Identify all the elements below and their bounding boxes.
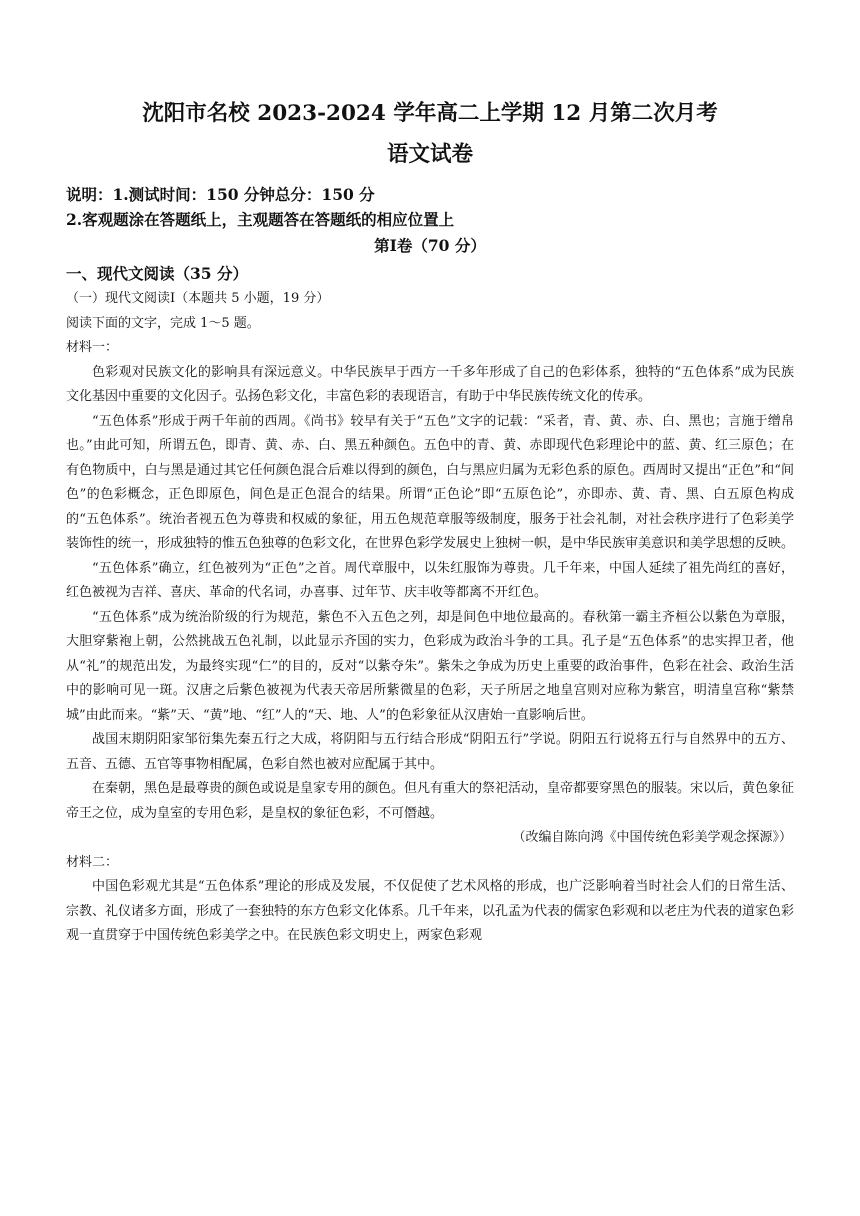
material-one-source: （改编自陈向鸿《中国传统色彩美学观念探源》） xyxy=(512,830,792,845)
material-one-paragraph: “五色体系”成为统治阶级的行为规范，紫色不入五色之列，却是间色中地位最高的。春秋第一霸主齐桓公以紫色为章服，大胆穿紫袍上朝，公然挑战五色礼制，以此显示齐国的实力，色彩成为政治斗争的工具。孔子是“五色体系”的忠实捍卫者，他从“礼”的规范出发，为最终实现“仁”的目的，反对“以紫夺朱”。紫朱之争成为历史上重要的政治事件，色彩在社会、政治生活中的影响可见一斑。汉唐之后紫色被视为代表天帝居所紫微星的色彩，天子所居之地皇宫则对应称为紫宫，明清皇宫称“紫禁城”由此而来。“紫”天、“黄”地、“红”人的“天、地、人”的色彩象征从汉唐始一直影响后世。 xyxy=(66,609,794,723)
part-title: 第Ⅰ卷（70 分） xyxy=(374,236,486,255)
reading-instruction: 阅读下面的文字，完成 1～5 题。 xyxy=(66,315,260,331)
exam-note-answers: 2.客观题涂在答题纸上，主观题答在答题纸的相应位置上 xyxy=(66,210,455,229)
material-two-paragraph: 中国色彩观尤其是“五色体系”理论的形成及发展，不仅促使了艺术风格的形成，也广泛影响着当时社会人们的日常生活、宗教、礼仪诸多方面，形成了一套独特的东方色彩文化体系。几千年来，以孔孟为代表的儒家色彩观和以老庄为代表的道家色彩观一直贯穿于中国传统色彩美学之中。在民族色彩文明史上，两家色彩观 xyxy=(66,879,795,943)
material-one-paragraph: “五色体系”形成于两千年前的西周。《尚书》较早有关于“五色”文字的记载：“采者，青、黄、赤、白、黑也；言施于缯帛也。”由此可知，所谓五色，即青、黄、赤、白、黑五种颜色。五色中的青、黄、赤即现代色彩理论中的蓝、黄、红三原色；在有色物质中，白与黑是通过其它任何颜色混合后难以得到的颜色，白与黑应归属为无彩色系的原色。西周时又提出“正色”和“间色”的色彩概念，正色即原色，间色是正色混合的结果。所谓“正色论”即“五原色论”，亦即赤、黄、青、黑、白五原色构成的“五色体系”。统治者视五色为尊贵和权威的象征，用五色规范章服等级制度，服务于社会礼制，对社会秩序进行了色彩美学装饰性的统一，形成独特的惟五色独尊的色彩文化，在世界色彩学发展史上独树一帜，是中华民族审美意识和美学思想的反映。 xyxy=(66,413,795,551)
exam-note-time: 说明：1.测试时间：150 分钟总分：150 分 xyxy=(66,185,375,204)
section-title: 一、现代文阅读（35 分） xyxy=(66,264,248,283)
material-one-paragraph: 战国末期阴阳家邹衍集先秦五行之大成，将阴阳与五行结合形成“阴阳五行”学说。阴阳五行说将五行与自然界中的五方、五音、五德、五官等事物相配属，色彩自然也被对应配属于其中。 xyxy=(66,732,794,772)
material-two-label: 材料二： xyxy=(66,854,119,870)
subsection-title: （一）现代文阅读Ⅰ（本题共 5 小题，19 分） xyxy=(66,291,330,306)
material-one-paragraph: 在秦朝，黑色是最尊贵的颜色或说是皇家专用的颜色。但凡有重大的祭祀活动，皇帝都要穿黑色的服装。宋以后，黄色象征帝王之位，成为皇室的专用色彩，是皇权的象征色彩，不可僭越。 xyxy=(66,781,795,821)
material-one-label: 材料一： xyxy=(66,340,119,355)
material-one-paragraph: 色彩观对民族文化的影响具有深远意义。中华民族早于西方一千多年形成了自己的色彩体系，独特的“五色体系”成为民族文化基因中重要的文化因子。弘扬色彩文化，丰富色彩的表现语言，有助于中华民族传统文化的传承。 xyxy=(66,364,794,404)
exam-subtitle: 语文试卷 xyxy=(386,142,473,167)
material-one-paragraph: “五色体系”确立，红色被列为“正色”之首。周代章服中，以朱红服饰为尊贵。几千年来，中国人延续了祖先尚红的喜好，红色被视为吉祥、喜庆、革命的代名词，办喜事、过年节、庆丰收等都离不开红色。 xyxy=(66,560,794,600)
exam-title: 沈阳市名校 2023-2024 学年高二上学期 12 月第二次月考 xyxy=(142,101,718,126)
